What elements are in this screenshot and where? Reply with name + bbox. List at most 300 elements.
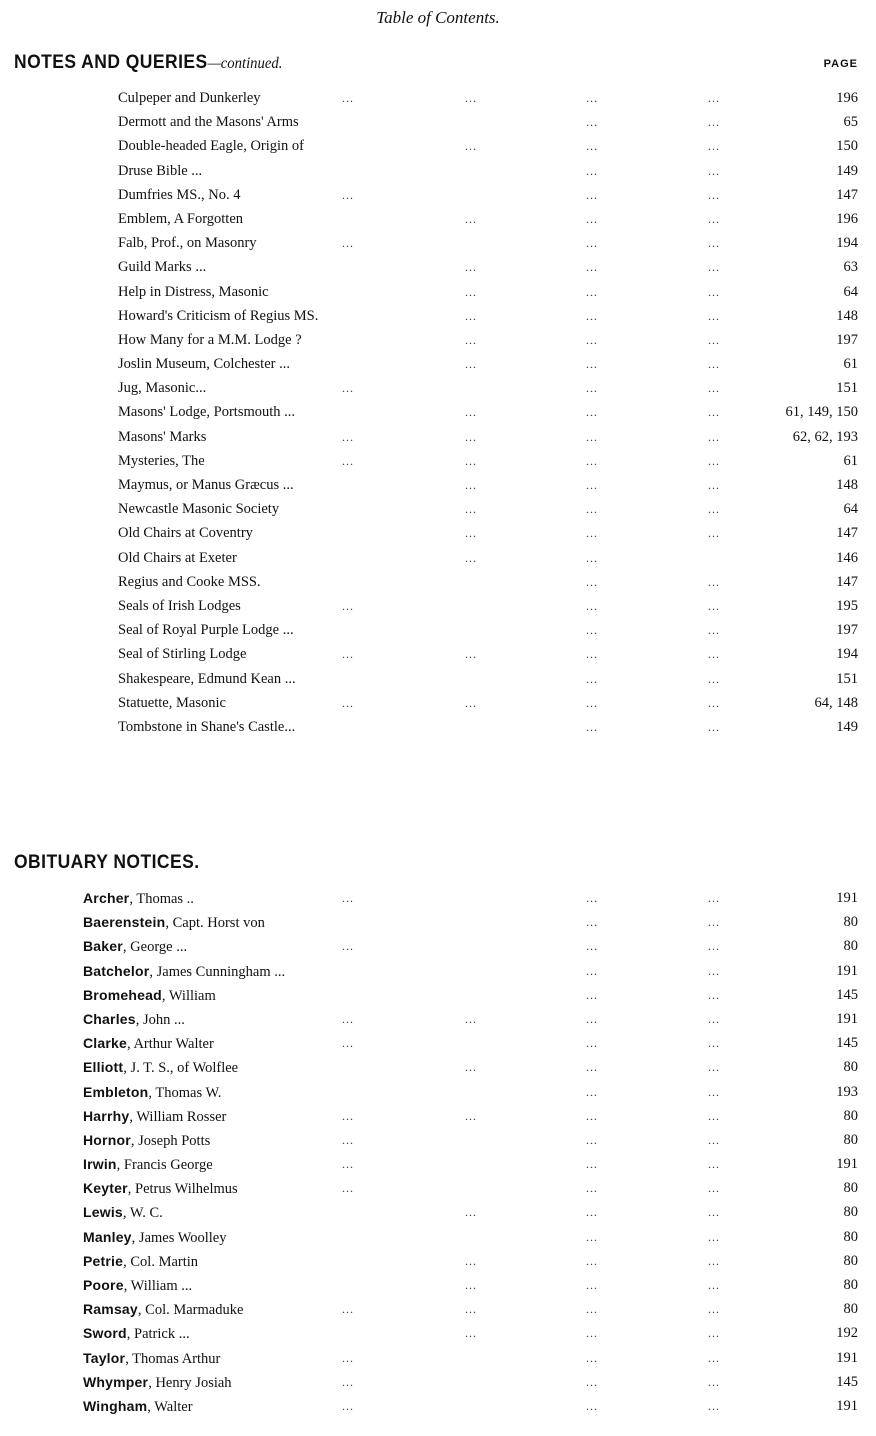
leader-dots: ... bbox=[708, 623, 720, 638]
leader-dots: ... bbox=[708, 1011, 720, 1026]
leader-dots: ... bbox=[465, 429, 477, 444]
entry-title: Emblem, A Forgotten bbox=[118, 210, 243, 227]
leader-dots: ... bbox=[708, 1229, 720, 1244]
entry-page: 149 bbox=[836, 162, 858, 179]
leader-dots: ... bbox=[465, 405, 477, 420]
leader-dots: ... bbox=[586, 115, 598, 130]
entry-page: 191 bbox=[836, 1156, 858, 1173]
notes-list bbox=[0, 86, 876, 739]
entry-page: 151 bbox=[836, 380, 858, 397]
leader-dots: ... bbox=[708, 719, 720, 734]
leader-dots: ... bbox=[708, 405, 720, 420]
obituary-name bbox=[83, 1346, 220, 1371]
leader-dots: ... bbox=[342, 1036, 354, 1051]
surname: Harrhy bbox=[83, 1107, 130, 1124]
leader-dots: ... bbox=[342, 91, 354, 105]
entry-page: 191 bbox=[836, 890, 858, 906]
entry-page: 194 bbox=[836, 235, 858, 252]
leader-dots: ... bbox=[342, 1302, 354, 1317]
leader-dots: ... bbox=[586, 502, 598, 517]
entry-page: 63 bbox=[843, 259, 858, 276]
leader-dots: ... bbox=[465, 357, 477, 372]
entry-page: 80 bbox=[843, 1059, 858, 1076]
entry-page: 197 bbox=[836, 622, 858, 639]
obituary-name bbox=[83, 959, 285, 984]
leader-dots: ... bbox=[708, 1350, 720, 1365]
leader-dots: ... bbox=[708, 308, 720, 323]
obituary-name bbox=[83, 1370, 232, 1395]
obituary-name bbox=[83, 1176, 238, 1201]
toc-entry[interactable] bbox=[0, 231, 876, 255]
leader-dots: ... bbox=[586, 1253, 598, 1268]
obituary-name bbox=[83, 1273, 192, 1298]
given-names: , James Woolley bbox=[131, 1229, 227, 1246]
toc-entry[interactable] bbox=[0, 667, 876, 691]
leader-dots: ... bbox=[708, 647, 720, 662]
leader-dots: ... bbox=[586, 1011, 598, 1026]
obituary-entry[interactable] bbox=[0, 1128, 876, 1152]
given-names: , Patrick ... bbox=[126, 1326, 190, 1343]
leader-dots: ... bbox=[342, 1374, 354, 1389]
leader-dots: ... bbox=[586, 1132, 598, 1147]
entry-title: Newcastle Masonic Society bbox=[118, 501, 280, 518]
surname: Charles bbox=[83, 1010, 136, 1027]
leader-dots: ... bbox=[708, 1278, 720, 1292]
given-names: , Capt. Horst von bbox=[165, 915, 265, 932]
leader-dots: ... bbox=[465, 1302, 477, 1317]
obituary-entry[interactable] bbox=[0, 1273, 876, 1297]
notes-heading bbox=[14, 52, 282, 74]
toc-entry[interactable] bbox=[0, 618, 876, 642]
obituary-entry[interactable] bbox=[0, 910, 876, 934]
entry-title: Shakespeare, Edmund Kean ... bbox=[118, 670, 296, 687]
entry-page: 145 bbox=[836, 986, 858, 1003]
leader-dots: ... bbox=[342, 187, 354, 202]
surname: Keyter bbox=[83, 1180, 128, 1197]
leader-dots: ... bbox=[708, 236, 720, 251]
obituary-entry[interactable] bbox=[0, 886, 876, 910]
running-head: Table of Contents. bbox=[376, 8, 500, 27]
surname: Bromehead bbox=[83, 986, 162, 1003]
obituary-name bbox=[83, 1297, 243, 1322]
entry-page: 192 bbox=[836, 1325, 858, 1342]
surname: Taylor bbox=[83, 1349, 126, 1366]
leader-dots: ... bbox=[465, 1253, 477, 1268]
leader-dots: ... bbox=[586, 695, 598, 710]
entry-title: Double-headed Eagle, Origin of bbox=[118, 138, 305, 155]
given-names: , Thomas Arthur bbox=[125, 1350, 221, 1367]
entry-page: 80 bbox=[843, 1252, 858, 1269]
leader-dots: ... bbox=[586, 623, 598, 638]
given-names: , Joseph Potts bbox=[130, 1132, 211, 1149]
obituary-name bbox=[83, 910, 265, 935]
obituary-name bbox=[83, 1394, 193, 1419]
leader-dots: ... bbox=[708, 574, 720, 589]
leader-dots: ... bbox=[342, 1398, 354, 1413]
entry-page: 148 bbox=[836, 307, 858, 324]
leader-dots: ... bbox=[342, 1132, 354, 1147]
page-column-label: PAGE bbox=[823, 58, 858, 70]
leader-dots: ... bbox=[586, 1108, 598, 1123]
entry-page: 65 bbox=[843, 114, 858, 131]
leader-dots: ... bbox=[708, 598, 720, 613]
leader-dots: ... bbox=[342, 598, 354, 613]
toc-entry[interactable] bbox=[0, 473, 876, 497]
leader-dots: ... bbox=[708, 91, 720, 105]
entry-page: 191 bbox=[836, 1349, 858, 1366]
leader-dots: ... bbox=[465, 647, 477, 662]
toc-entry[interactable] bbox=[0, 642, 876, 666]
leader-dots: ... bbox=[465, 1205, 477, 1220]
leader-dots: ... bbox=[465, 526, 477, 541]
toc-entry[interactable] bbox=[0, 594, 876, 618]
given-names: , Arthur Walter bbox=[127, 1036, 214, 1053]
obituary-name bbox=[83, 983, 216, 1008]
entry-page: 191 bbox=[836, 962, 858, 979]
leader-dots: ... bbox=[586, 1350, 598, 1365]
surname: Embleton bbox=[83, 1083, 149, 1100]
leader-dots: ... bbox=[708, 671, 720, 686]
obituary-entry[interactable] bbox=[0, 1007, 876, 1031]
entry-page: 62, 62, 193 bbox=[792, 428, 858, 445]
entry-page: 196 bbox=[836, 210, 858, 227]
leader-dots: ... bbox=[586, 719, 598, 734]
obituary-name bbox=[83, 1200, 163, 1225]
given-names: , Henry Josiah bbox=[148, 1374, 232, 1391]
leader-dots: ... bbox=[708, 1302, 720, 1317]
obituary-name bbox=[83, 1152, 213, 1177]
leader-dots: ... bbox=[342, 429, 354, 444]
entry-page: 80 bbox=[843, 1131, 858, 1148]
obituary-entry[interactable] bbox=[0, 1394, 876, 1418]
surname: Sword bbox=[83, 1325, 127, 1342]
entry-page: 61 bbox=[843, 452, 858, 469]
leader-dots: ... bbox=[708, 963, 720, 978]
leader-dots: ... bbox=[708, 260, 720, 275]
entry-title: Masons' Lodge, Portsmouth ... bbox=[118, 404, 296, 421]
given-names: , William Rosser bbox=[129, 1108, 227, 1125]
leader-dots: ... bbox=[586, 963, 598, 978]
surname: Wingham bbox=[83, 1397, 148, 1414]
leader-dots: ... bbox=[342, 1011, 354, 1026]
toc-entry[interactable] bbox=[0, 352, 876, 376]
leader-dots: ... bbox=[708, 891, 720, 905]
surname: Irwin bbox=[83, 1156, 117, 1173]
entry-page: 191 bbox=[836, 1397, 858, 1414]
entry-page: 80 bbox=[843, 914, 858, 931]
leader-dots: ... bbox=[708, 357, 720, 372]
leader-dots: ... bbox=[342, 891, 354, 905]
entry-page: 151 bbox=[836, 670, 858, 687]
leader-dots: ... bbox=[465, 211, 477, 226]
obituary-entry[interactable] bbox=[0, 1080, 876, 1104]
obituary-entry[interactable] bbox=[0, 1104, 876, 1128]
given-names: , John ... bbox=[135, 1011, 185, 1028]
toc-entry[interactable] bbox=[0, 86, 876, 110]
entry-page: 146 bbox=[836, 549, 858, 566]
leader-dots: ... bbox=[586, 574, 598, 589]
toc-entry[interactable] bbox=[0, 521, 876, 545]
entry-title: Culpeper and Dunkerley bbox=[118, 90, 261, 106]
entry-title: Falb, Prof., on Masonry bbox=[118, 235, 257, 252]
leader-dots: ... bbox=[708, 187, 720, 202]
leader-dots: ... bbox=[586, 939, 598, 954]
given-names: , George ... bbox=[122, 939, 188, 956]
leader-dots: ... bbox=[708, 1374, 720, 1389]
entry-page: 195 bbox=[836, 597, 858, 614]
surname: Clarke bbox=[83, 1035, 128, 1052]
leader-dots: ... bbox=[708, 453, 720, 468]
leader-dots: ... bbox=[586, 1374, 598, 1389]
leader-dots: ... bbox=[342, 381, 354, 396]
leader-dots: ... bbox=[586, 647, 598, 662]
toc-entry[interactable] bbox=[0, 425, 876, 449]
leader-dots: ... bbox=[586, 1060, 598, 1075]
entry-page: 80 bbox=[843, 1204, 858, 1221]
obituary-name bbox=[83, 1031, 214, 1056]
obituary-entry[interactable] bbox=[0, 1176, 876, 1200]
entry-title: Tombstone in Shane's Castle... bbox=[118, 718, 296, 735]
leader-dots: ... bbox=[586, 139, 598, 154]
entry-page: 64, 148 bbox=[814, 694, 858, 711]
leader-dots: ... bbox=[586, 1229, 598, 1244]
surname: Manley bbox=[83, 1228, 132, 1245]
leader-dots: ... bbox=[586, 1181, 598, 1196]
given-names: , Col. Marmaduke bbox=[137, 1302, 244, 1319]
obituary-entry[interactable] bbox=[0, 1200, 876, 1224]
obituary-name bbox=[83, 886, 194, 911]
given-names: , James Cunningham ... bbox=[149, 963, 286, 980]
surname: Archer bbox=[83, 890, 130, 906]
leader-dots: ... bbox=[586, 1398, 598, 1413]
leader-dots: ... bbox=[586, 405, 598, 420]
leader-dots: ... bbox=[586, 381, 598, 396]
toc-entry[interactable] bbox=[0, 546, 876, 570]
surname: Petrie bbox=[83, 1252, 124, 1269]
entry-title: Jug, Masonic... bbox=[118, 380, 207, 397]
leader-dots: ... bbox=[586, 91, 598, 105]
toc-entry[interactable] bbox=[0, 110, 876, 134]
surname: Hornor bbox=[83, 1131, 131, 1148]
entry-page: 148 bbox=[836, 477, 858, 493]
leader-dots: ... bbox=[586, 236, 598, 251]
leader-dots: ... bbox=[465, 502, 477, 517]
obituary-entry[interactable] bbox=[0, 934, 876, 958]
entry-page: 145 bbox=[836, 1373, 858, 1390]
obituary-name bbox=[83, 1249, 198, 1274]
leader-dots: ... bbox=[708, 987, 720, 1002]
entry-page: 194 bbox=[836, 646, 858, 663]
toc-entry[interactable] bbox=[0, 497, 876, 521]
entry-title: Statuette, Masonic bbox=[118, 694, 226, 711]
given-names: , Col. Martin bbox=[123, 1253, 199, 1270]
entry-page: 80 bbox=[843, 1301, 858, 1318]
obituary-heading: OBITUARY NOTICES. bbox=[14, 852, 200, 873]
notes-heading-text: NOTES AND QUERIES bbox=[14, 52, 208, 73]
leader-dots: ... bbox=[342, 1108, 354, 1123]
entry-page: 80 bbox=[843, 1107, 858, 1124]
toc-entry[interactable] bbox=[0, 255, 876, 279]
obituary-entry[interactable] bbox=[0, 1152, 876, 1176]
leader-dots: ... bbox=[342, 1181, 354, 1196]
entry-page: 145 bbox=[836, 1035, 858, 1052]
leader-dots: ... bbox=[586, 1157, 598, 1172]
continued-label: —continued. bbox=[207, 55, 283, 72]
leader-dots: ... bbox=[586, 453, 598, 468]
leader-dots: ... bbox=[586, 1084, 598, 1099]
entry-title: Seal of Stirling Lodge bbox=[118, 646, 247, 663]
entry-page: 149 bbox=[836, 718, 858, 735]
entry-title: Howard's Criticism of Regius MS. bbox=[118, 307, 319, 324]
leader-dots: ... bbox=[708, 1060, 720, 1075]
entry-title: Masons' Marks bbox=[118, 428, 207, 445]
leader-dots: ... bbox=[586, 187, 598, 202]
leader-dots: ... bbox=[586, 163, 598, 178]
surname: Baker bbox=[83, 938, 123, 955]
leader-dots: ... bbox=[465, 1326, 477, 1341]
toc-entry[interactable] bbox=[0, 328, 876, 352]
entry-title: Regius and Cooke MSS. bbox=[118, 573, 261, 590]
leader-dots: ... bbox=[586, 308, 598, 323]
leader-dots: ... bbox=[465, 284, 477, 299]
leader-dots: ... bbox=[465, 1011, 477, 1026]
entry-title: Seals of Irish Lodges bbox=[118, 597, 241, 614]
leader-dots: ... bbox=[708, 502, 720, 517]
leader-dots: ... bbox=[586, 526, 598, 541]
obituary-entry[interactable] bbox=[0, 1249, 876, 1273]
obituary-name bbox=[83, 1128, 210, 1153]
leader-dots: ... bbox=[465, 695, 477, 710]
leader-dots: ... bbox=[708, 478, 720, 492]
leader-dots: ... bbox=[708, 1036, 720, 1051]
obituary-entry[interactable] bbox=[0, 1031, 876, 1055]
leader-dots: ... bbox=[465, 139, 477, 154]
entry-page: 197 bbox=[836, 331, 858, 348]
leader-dots: ... bbox=[465, 308, 477, 323]
entry-page: 61, 149, 150 bbox=[785, 404, 858, 421]
leader-dots: ... bbox=[465, 332, 477, 347]
leader-dots: ... bbox=[342, 647, 354, 662]
entry-page: 80 bbox=[843, 1180, 858, 1197]
leader-dots: ... bbox=[465, 1108, 477, 1123]
leader-dots: ... bbox=[586, 357, 598, 372]
toc-entry[interactable] bbox=[0, 449, 876, 473]
toc-entry[interactable] bbox=[0, 570, 876, 594]
obituary-entry[interactable] bbox=[0, 983, 876, 1007]
entry-page: 61 bbox=[843, 356, 858, 373]
toc-entry[interactable] bbox=[0, 304, 876, 328]
given-names: , Francis George bbox=[116, 1157, 213, 1174]
entry-page: 147 bbox=[836, 186, 858, 203]
obituary-entry[interactable] bbox=[0, 1225, 876, 1249]
surname: Ramsay bbox=[83, 1301, 138, 1318]
obituary-entry[interactable] bbox=[0, 1346, 876, 1370]
toc-entry[interactable] bbox=[0, 376, 876, 400]
leader-dots: ... bbox=[708, 332, 720, 347]
given-names: , W. C. bbox=[122, 1205, 163, 1222]
given-names: , William ... bbox=[123, 1278, 193, 1294]
leader-dots: ... bbox=[708, 429, 720, 444]
obituary-name bbox=[83, 1080, 221, 1105]
leader-dots: ... bbox=[708, 915, 720, 930]
toc-entry[interactable] bbox=[0, 159, 876, 183]
leader-dots: ... bbox=[708, 1084, 720, 1099]
leader-dots: ... bbox=[586, 260, 598, 275]
leader-dots: ... bbox=[586, 1036, 598, 1051]
entry-page: 150 bbox=[836, 138, 858, 155]
obituary-entry[interactable] bbox=[0, 1055, 876, 1079]
leader-dots: ... bbox=[342, 695, 354, 710]
entry-title: Druse Bible ... bbox=[118, 162, 203, 179]
leader-dots: ... bbox=[708, 284, 720, 299]
obituary-entry[interactable] bbox=[0, 1297, 876, 1321]
given-names: , William bbox=[161, 987, 216, 1004]
leader-dots: ... bbox=[342, 1157, 354, 1172]
leader-dots: ... bbox=[586, 1326, 598, 1341]
toc-entry[interactable] bbox=[0, 207, 876, 231]
leader-dots: ... bbox=[708, 139, 720, 154]
entry-title: How Many for a M.M. Lodge ? bbox=[118, 331, 302, 348]
leader-dots: ... bbox=[465, 1278, 477, 1292]
leader-dots: ... bbox=[586, 478, 598, 492]
leader-dots: ... bbox=[708, 1326, 720, 1341]
toc-entry[interactable] bbox=[0, 280, 876, 304]
leader-dots: ... bbox=[708, 1253, 720, 1268]
leader-dots: ... bbox=[465, 550, 477, 565]
obituary-list bbox=[0, 886, 876, 1418]
leader-dots: ... bbox=[708, 211, 720, 226]
leader-dots: ... bbox=[708, 1108, 720, 1123]
entry-page: 80 bbox=[843, 938, 858, 955]
obituary-entry[interactable] bbox=[0, 1321, 876, 1345]
entry-page: 64 bbox=[843, 501, 858, 518]
leader-dots: ... bbox=[708, 1132, 720, 1147]
entry-title: Dumfries MS., No. 4 bbox=[118, 186, 241, 203]
given-names: , Thomas W. bbox=[148, 1084, 222, 1101]
obituary-entry[interactable] bbox=[0, 1370, 876, 1394]
leader-dots: ... bbox=[708, 695, 720, 710]
leader-dots: ... bbox=[708, 526, 720, 541]
surname: Elliott bbox=[83, 1059, 124, 1076]
toc-entry[interactable] bbox=[0, 183, 876, 207]
surname: Poore bbox=[83, 1277, 124, 1293]
toc-entry[interactable] bbox=[0, 691, 876, 715]
obituary-name bbox=[83, 1321, 190, 1346]
leader-dots: ... bbox=[586, 429, 598, 444]
leader-dots: ... bbox=[586, 1302, 598, 1317]
leader-dots: ... bbox=[586, 671, 598, 686]
leader-dots: ... bbox=[708, 1157, 720, 1172]
entry-title: Joslin Museum, Colchester ... bbox=[118, 356, 290, 373]
obituary-name bbox=[83, 934, 187, 959]
surname: Batchelor bbox=[83, 962, 150, 979]
leader-dots: ... bbox=[342, 236, 354, 251]
toc-entry[interactable] bbox=[0, 715, 876, 739]
given-names: , J. T. S., of Wolflee bbox=[123, 1060, 239, 1077]
surname: Lewis bbox=[83, 1204, 123, 1221]
obituary-entry[interactable] bbox=[0, 959, 876, 983]
toc-entry[interactable] bbox=[0, 400, 876, 424]
entry-page: 196 bbox=[836, 90, 858, 106]
leader-dots: ... bbox=[708, 939, 720, 954]
given-names: , Walter bbox=[147, 1398, 193, 1415]
leader-dots: ... bbox=[465, 91, 477, 105]
surname: Whymper bbox=[83, 1373, 149, 1390]
leader-dots: ... bbox=[342, 1350, 354, 1365]
entry-page: 147 bbox=[836, 525, 858, 542]
toc-entry[interactable] bbox=[0, 134, 876, 158]
surname: Baerenstein bbox=[83, 914, 166, 931]
